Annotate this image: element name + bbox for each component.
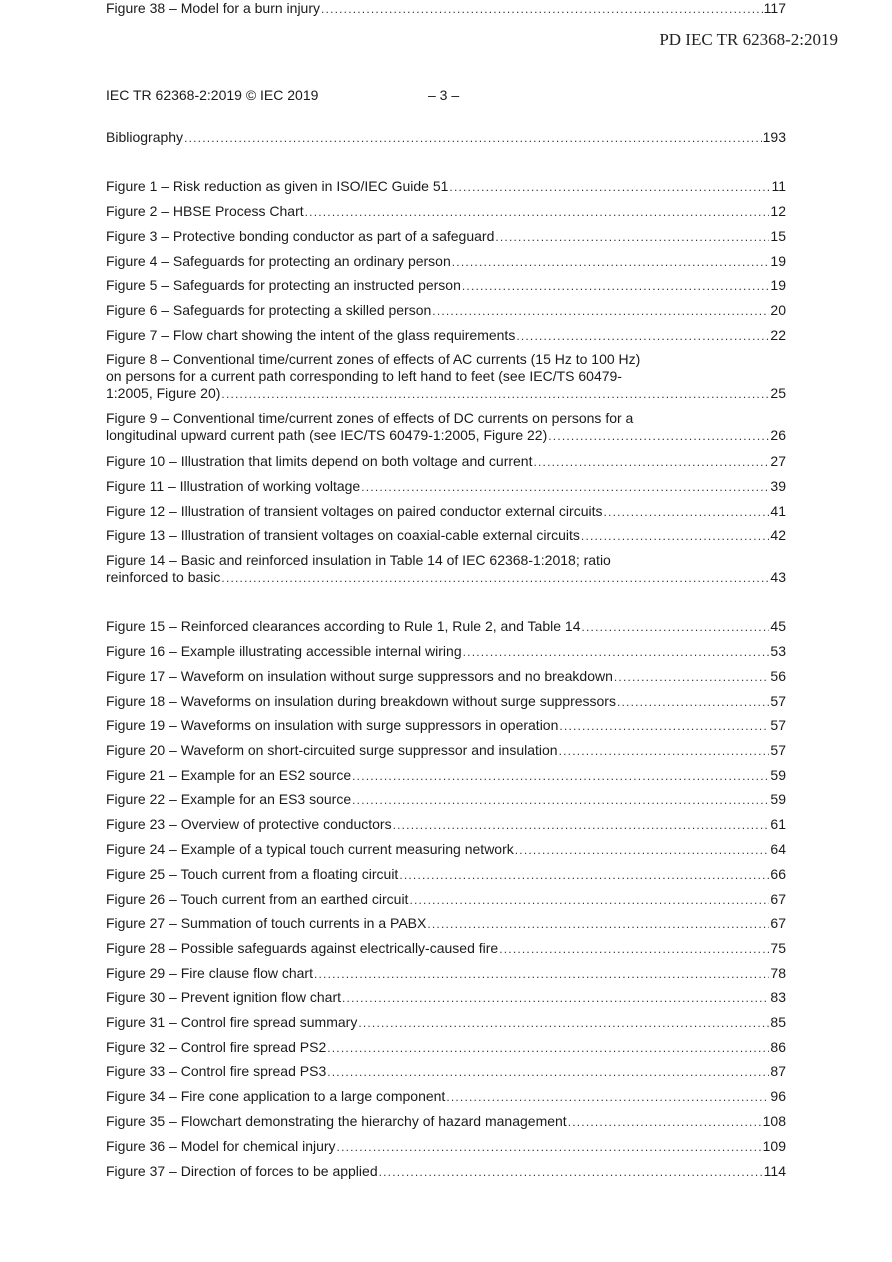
- toc-entry-title: Figure 10 – Illustration that limits depend on both voltage and current: [106, 453, 533, 469]
- toc-entry-page-number: 22: [770, 327, 786, 343]
- toc-entry-page-number: 57: [770, 717, 786, 733]
- toc-entry-page-number: 87: [770, 1063, 786, 1079]
- toc-entry[interactable]: [106, 1014, 786, 1032]
- toc-entry-page-number: 11: [771, 178, 786, 194]
- toc-entry-page-number: 109: [762, 1138, 786, 1154]
- toc-entry-row: [106, 228, 786, 246]
- toc-entry-title: Figure 7 – Flow chart showing the intent of the glass requirements: [106, 327, 516, 343]
- toc-entry-page-number: 12: [770, 203, 786, 219]
- toc-entry-page-number: 75: [770, 940, 786, 956]
- dot-leader: [516, 328, 769, 345]
- dot-leader: [352, 792, 769, 809]
- dot-leader: [321, 1, 763, 18]
- toc-entry-page-number: 64: [770, 841, 786, 857]
- toc-entry-title: Figure 37 – Direction of forces to be applied: [106, 1163, 378, 1179]
- toc-entry-title: Figure 34 – Fire cone application to a large component: [106, 1088, 446, 1104]
- toc-entry-title: Figure 3 – Protective bonding conductor as part of a safeguard: [106, 228, 495, 244]
- toc-entry-title-line: Figure 8 – Conventional time/current zones of effects of AC currents (15 Hz to 100 Hz): [106, 351, 641, 367]
- dot-leader: [581, 619, 769, 636]
- toc-entry-row: [106, 1163, 786, 1181]
- toc-entry[interactable]: [106, 552, 786, 587]
- page-header: [106, 87, 786, 105]
- toc-entry-page-number: 61: [770, 816, 786, 832]
- toc-entry-row: [106, 940, 786, 958]
- toc-entry-row: [106, 866, 786, 884]
- toc-entry[interactable]: [106, 940, 786, 958]
- dot-leader: [184, 130, 762, 147]
- toc-entry-page-number: 83: [770, 989, 786, 1005]
- toc-entry-title: Figure 13 – Illustration of transient voltages on coaxial-cable external circuits: [106, 527, 580, 543]
- toc-entry-title: Figure 21 – Example for an ES2 source: [106, 767, 352, 783]
- toc-entry[interactable]: [106, 1063, 786, 1081]
- dot-leader: [604, 504, 770, 521]
- dot-leader: [449, 179, 770, 196]
- toc-entry-row: [106, 427, 786, 445]
- toc-entry[interactable]: [106, 1163, 786, 1181]
- toc-entry[interactable]: [106, 915, 786, 933]
- toc-entry-page-number: 26: [770, 427, 786, 443]
- dot-leader: [432, 303, 769, 320]
- toc-entry-row: [106, 503, 786, 521]
- dot-leader: [559, 718, 769, 735]
- dot-leader: [463, 644, 770, 661]
- toc-entry-page-number: 59: [770, 767, 786, 783]
- dot-leader: [446, 1089, 769, 1106]
- toc-entry[interactable]: [106, 791, 786, 809]
- toc-entry-row: [106, 478, 786, 496]
- toc-entry[interactable]: [106, 1088, 786, 1106]
- dot-leader: [327, 1040, 769, 1057]
- toc-entry-page-number: 57: [770, 742, 786, 758]
- dot-leader: [533, 454, 769, 471]
- dot-leader: [614, 669, 770, 686]
- toc-entry-row: [106, 891, 786, 909]
- toc-entry-title: Figure 29 – Fire clause flow chart: [106, 965, 313, 981]
- toc-entry-row: [106, 302, 786, 320]
- toc-entry-page-number: 43: [770, 569, 786, 585]
- dot-leader: [427, 916, 769, 933]
- toc-entry-page-number: 86: [770, 1039, 786, 1055]
- toc-entry[interactable]: [106, 0, 786, 18]
- toc-entry[interactable]: [106, 253, 786, 271]
- toc-entry-title: Figure 28 – Possible safeguards against electrically-caused fire: [106, 940, 499, 956]
- toc-entry[interactable]: [106, 717, 786, 735]
- toc-entry-page-number: 27: [770, 453, 786, 469]
- toc-entry-title: longitudinal upward current path (see IEC/TS 60479-1:2005, Figure 22): [106, 427, 548, 443]
- toc-entry-title: 1:2005, Figure 20): [106, 385, 221, 401]
- dot-leader: [337, 1139, 762, 1156]
- toc-entry[interactable]: [106, 527, 786, 545]
- toc-entry[interactable]: [106, 816, 786, 834]
- toc-entry-row: [106, 767, 786, 785]
- toc-entry-row: [106, 693, 786, 711]
- toc-entry-row: [106, 989, 786, 1007]
- toc-entry[interactable]: [106, 203, 786, 221]
- dot-leader: [568, 1114, 762, 1131]
- toc-entry-title: Figure 36 – Model for chemical injury: [106, 1138, 336, 1154]
- dot-leader: [399, 867, 769, 884]
- toc-entry-title: Figure 33 – Control fire spread PS3: [106, 1063, 327, 1079]
- toc-entry-row: [106, 816, 786, 834]
- dot-leader: [314, 966, 769, 983]
- toc-entry-row: [106, 1113, 786, 1131]
- toc-entry-page-number: 19: [770, 253, 786, 269]
- toc-entry[interactable]: [106, 453, 786, 471]
- toc-entry-page-number: 20: [770, 302, 786, 318]
- toc-entry[interactable]: [106, 866, 786, 884]
- toc-entry-row: [106, 668, 786, 686]
- toc-entry-title: Figure 2 – HBSE Process Chart: [106, 203, 304, 219]
- toc-entry-row: [106, 527, 786, 545]
- header-copyright: IEC TR 62368-2:2019 © IEC 2019: [106, 87, 319, 103]
- toc-entry-title: Figure 17 – Waveform on insulation without surge suppressors and no breakdown: [106, 668, 613, 684]
- dot-leader: [352, 768, 769, 785]
- toc-entry[interactable]: [106, 478, 786, 496]
- toc-entry-page-number: 117: [763, 0, 786, 16]
- dot-leader: [409, 892, 769, 909]
- toc-entry[interactable]: [106, 643, 786, 661]
- toc-entry-row: [106, 327, 786, 345]
- toc-entry-page-number: 67: [770, 915, 786, 931]
- toc-entry-title: Figure 19 – Waveforms on insulation with surge suppressors in operation: [106, 717, 559, 733]
- toc-entry-title: Figure 11 – Illustration of working voltage: [106, 478, 361, 494]
- toc-entry[interactable]: [106, 1039, 786, 1057]
- toc-entry-row: [106, 791, 786, 809]
- toc-entry-page-number: 42: [770, 527, 786, 543]
- toc-entry-title: Figure 5 – Safeguards for protecting an instructed person: [106, 277, 461, 293]
- toc-entry-row: [106, 203, 786, 221]
- toc-entry-row: [106, 742, 786, 760]
- toc-entry-title: Figure 24 – Example of a typical touch current measuring network: [106, 841, 514, 857]
- toc-entry[interactable]: [106, 410, 786, 445]
- dot-leader: [515, 842, 770, 859]
- toc-entry[interactable]: [106, 989, 786, 1007]
- toc-entry-title-line: Figure 14 – Basic and reinforced insulation in Table 14 of IEC 62368-1:2018; ratio: [106, 552, 611, 568]
- toc-entry-page-number: 66: [770, 866, 786, 882]
- toc-entry-page-number: 114: [763, 1163, 786, 1179]
- toc-entry-row: [106, 569, 786, 587]
- toc-entry-page-number: 78: [770, 965, 786, 981]
- toc-entry-row: [106, 453, 786, 471]
- toc-entry-page-number: 15: [770, 228, 786, 244]
- toc-entry[interactable]: [106, 742, 786, 760]
- toc-entry-title: Figure 22 – Example for an ES3 source: [106, 791, 352, 807]
- toc-entry-page-number: 41: [770, 503, 786, 519]
- dot-leader: [361, 479, 769, 496]
- toc-entry[interactable]: [106, 1113, 786, 1131]
- toc-entry-title: Figure 6 – Safeguards for protecting a skilled person: [106, 302, 432, 318]
- toc-entry-row: [106, 841, 786, 859]
- dot-leader: [559, 743, 770, 760]
- toc-entry-row: [106, 129, 786, 147]
- toc-entry[interactable]: [106, 327, 786, 345]
- toc-entry-row: [106, 0, 786, 18]
- dot-leader: [221, 570, 769, 587]
- toc-entry-title-line: Figure 9 – Conventional time/current zones of effects of DC currents on persons for a: [106, 410, 634, 426]
- toc-entry-title: Figure 23 – Overview of protective conductors: [106, 816, 392, 832]
- toc-entry-page-number: 56: [770, 668, 786, 684]
- toc-entry-title: Figure 15 – Reinforced clearances according to Rule 1, Rule 2, and Table 14: [106, 618, 581, 634]
- dot-leader: [358, 1015, 769, 1032]
- toc-entry-page-number: 25: [770, 385, 786, 401]
- toc-entry-page-number: 59: [770, 791, 786, 807]
- toc-entry-row: [106, 277, 786, 295]
- toc-entry-row: [106, 385, 786, 403]
- toc-entry-row: [106, 1014, 786, 1032]
- toc-entry-row: [106, 1039, 786, 1057]
- toc-entry-title: Figure 25 – Touch current from a floating circuit: [106, 866, 399, 882]
- toc-entry-page-number: 193: [762, 129, 786, 145]
- toc-entry-page-number: 85: [770, 1014, 786, 1030]
- toc-entry-row: [106, 915, 786, 933]
- toc-entry[interactable]: [106, 228, 786, 246]
- toc-entry-row: [106, 253, 786, 271]
- toc-entry-row: [106, 1063, 786, 1081]
- toc-entry-title: Figure 35 – Flowchart demonstrating the hierarchy of hazard management: [106, 1113, 567, 1129]
- toc-entry-row: [106, 717, 786, 735]
- toc-entry-title: Figure 27 – Summation of touch currents in a PABX: [106, 915, 427, 931]
- dot-leader: [379, 1164, 763, 1181]
- dot-leader: [452, 254, 770, 271]
- toc-entry[interactable]: [106, 668, 786, 686]
- toc-entry-page-number: 19: [770, 277, 786, 293]
- toc-entry[interactable]: [106, 693, 786, 711]
- toc-entry[interactable]: [106, 277, 786, 295]
- toc-entry-title: Figure 12 – Illustration of transient voltages on paired conductor external circuits: [106, 503, 603, 519]
- toc-entry-page-number: 96: [770, 1088, 786, 1104]
- toc-entry[interactable]: [106, 178, 786, 196]
- toc-entry[interactable]: [106, 302, 786, 320]
- toc-entry-title: Figure 1 – Risk reduction as given in ISO/IEC Guide 51: [106, 178, 449, 194]
- toc-entry-title: Figure 38 – Model for a burn injury: [106, 0, 320, 16]
- toc-entry[interactable]: [106, 503, 786, 521]
- dot-leader: [305, 204, 770, 221]
- dot-leader: [462, 278, 770, 295]
- dot-leader: [342, 990, 769, 1007]
- toc-entry-title: Figure 30 – Prevent ignition flow chart: [106, 989, 342, 1005]
- toc-entry[interactable]: [106, 841, 786, 859]
- toc-entry-title-line: on persons for a current path corresponding to left hand to feet (see IEC/TS 60479-: [106, 368, 622, 384]
- toc-entry-row: [106, 965, 786, 983]
- toc-entry[interactable]: [106, 1138, 786, 1156]
- toc-entry-title: reinforced to basic: [106, 569, 221, 585]
- toc-entry[interactable]: [106, 965, 786, 983]
- toc-entry-page-number: 108: [762, 1113, 786, 1129]
- toc-entry[interactable]: [106, 351, 786, 403]
- toc-entry-title: Figure 20 – Waveform on short-circuited surge suppressor and insulation: [106, 742, 558, 758]
- toc-entry-row: [106, 1138, 786, 1156]
- toc-entry-page-number: 45: [770, 618, 786, 634]
- toc-entry-page-number: 67: [770, 891, 786, 907]
- toc-entry-page-number: 53: [770, 643, 786, 659]
- toc-entry[interactable]: [106, 891, 786, 909]
- header-page-number: – 3 –: [428, 87, 460, 103]
- toc-entry-row: [106, 178, 786, 196]
- toc-entry-row: [106, 1088, 786, 1106]
- toc-entry-title: Figure 26 – Touch current from an earthed circuit: [106, 891, 409, 907]
- toc-entry-title: Bibliography: [106, 129, 184, 145]
- dot-leader: [495, 229, 769, 246]
- toc-entry-title: Figure 4 – Safeguards for protecting an ordinary person: [106, 253, 451, 269]
- dot-leader: [581, 528, 770, 545]
- toc-entry[interactable]: [106, 618, 786, 636]
- toc-entry[interactable]: [106, 767, 786, 785]
- dot-leader: [548, 428, 769, 445]
- toc-entry[interactable]: [106, 129, 786, 147]
- toc-entry-page-number: 39: [770, 478, 786, 494]
- toc-entry-page-number: 57: [770, 693, 786, 709]
- dot-leader: [327, 1064, 769, 1081]
- toc-entry-row: [106, 618, 786, 636]
- toc-entry-title: Figure 32 – Control fire spread PS2: [106, 1039, 327, 1055]
- dot-leader: [221, 386, 769, 403]
- toc-entry-title: Figure 16 – Example illustrating accessible internal wiring: [106, 643, 462, 659]
- toc-entry-row: [106, 643, 786, 661]
- dot-leader: [617, 694, 769, 711]
- toc-entry-title: Figure 18 – Waveforms on insulation during breakdown without surge suppressors: [106, 693, 616, 709]
- dot-leader: [499, 941, 769, 958]
- document-identifier: PD IEC TR 62368-2:2019: [659, 30, 838, 49]
- dot-leader: [393, 817, 770, 834]
- toc-entry-title: Figure 31 – Control fire spread summary: [106, 1014, 358, 1030]
